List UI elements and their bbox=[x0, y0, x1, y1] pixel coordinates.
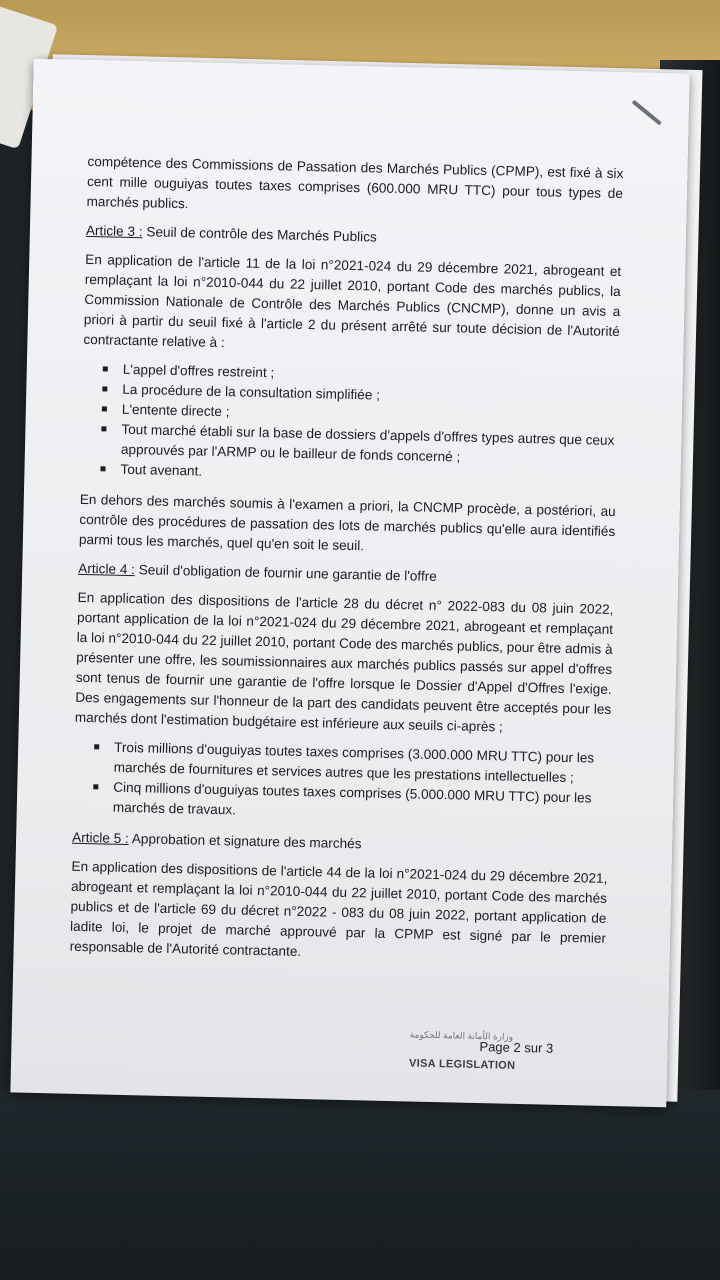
article-5-heading bbox=[72, 828, 608, 860]
article-5-title: Approbation et signature des marchés bbox=[131, 831, 362, 852]
article-3-label: Article 3 : bbox=[85, 222, 143, 240]
article-3-closing: En dehors des marchés soumis à l'examen a priori, la CNCMP procède, a postériori, au contrôle des procédures de passation des lots de marchés publics qu'elle aura identifiés parmi tous les marchés, quel qu'en soit le seuil. bbox=[78, 491, 616, 554]
staple-mark bbox=[632, 100, 662, 126]
article-3-title: Seuil de contrôle des Marchés Publics bbox=[146, 224, 377, 245]
visa-stamp: VISA LEGISLATION bbox=[408, 1057, 516, 1072]
list-item: Cinq millions d'ouguiyas toutes taxes comprises (5.000.000 MRU TTC) pour les marchés de travaux. bbox=[113, 778, 610, 829]
list-item: La procédure de la consultation simplifiée ; bbox=[122, 380, 618, 411]
page-content bbox=[69, 152, 623, 978]
article-3-intro: En application de l'article 11 de la loi n°2021-024 du 29 décembre 2021, abrogeant et remplaçant la loi n°2010-044 du 22 juillet 2010, portant Code des marchés publics, la Commission Nationale de Contrôle des Marchés Publics (CNCMP), donne un avis a priori à partir du seuil fixé à l'article 2 du présent arrêté sur toute décision de l'Autorité contractante relative à : bbox=[83, 251, 622, 351]
intro-paragraph: compétence des Commissions de Passation des Marchés Publics (CPMP), est fixé à six cent mille ouguiyas toutes taxes comprises (600.000 MRU TTC) pour tous types de marchés publics. bbox=[86, 153, 624, 212]
page-footer bbox=[409, 1029, 630, 1094]
list-item: Tout avenant. bbox=[120, 460, 616, 491]
article-5-body: En application des dispositions de l'article 44 de la loi n°2021-024 du 29 décembre 2021, abrogeant et remplaçant la loi n°2010-044 du 22 juillet 2010, portant Code des marchés publics et de l'article 69 du décret n°2022 - 083 du 08 juin 2022, portant application de ladite loi, le projet de marché approuvé par la CPMP est signé par le premier responsable de l'Autorité contractante. bbox=[69, 858, 608, 959]
list-item: Trois millions d'ouguiyas toutes taxes comprises (3.000.000 MRU TTC) pour les marchés de fournitures et services autres que les prestations intellectuelles ; bbox=[114, 738, 611, 789]
article-3-list bbox=[80, 359, 619, 491]
article-4-heading bbox=[78, 559, 614, 591]
article-4-label: Article 4 : bbox=[78, 560, 136, 578]
list-item: Tout marché établi sur la base de dossiers d'appels d'offres types autres que ceux approuvés par l'ARMP ou le bailleur de fonds concerné ; bbox=[121, 420, 618, 471]
list-item: L'entente directe ; bbox=[122, 400, 618, 431]
article-4-title: Seuil d'obligation de fournir une garantie de l'offre bbox=[138, 562, 437, 584]
list-item: L'appel d'offres restreint ; bbox=[123, 360, 619, 391]
article-4-list bbox=[73, 737, 611, 829]
desk-background-bottom bbox=[0, 1090, 720, 1280]
article-4-intro: En application des dispositions de l'article 28 du décret n° 2022-083 du 08 juin 2022, portant application de la loi n°2021-024 du 29 décembre 2021, abrogeant et remplaçant la loi n°2010-044 du 22 juillet 2010, portant Code des marchés publics, pour être admis à présenter une offre, les soumissionnaires aux marchés publics passés sur appel d'offres sont tenus de fournir une garantie de l'offre lorsque le Dossier d'Appel d'Offres l'exige. Des engagements sur l'honneur de la part des candidats peuvent être acceptés pour les marchés dont l'estimation budgétaire est inférieure aux seuils ci-après ; bbox=[74, 589, 614, 735]
document-page bbox=[10, 59, 689, 1108]
ministry-stamp: وزارة الأمانة العامة للحكومة bbox=[409, 1029, 514, 1042]
article-5-label: Article 5 : bbox=[71, 829, 129, 847]
article-3-heading bbox=[86, 221, 622, 253]
page-number: Page 2 sur 3 bbox=[479, 1039, 554, 1056]
